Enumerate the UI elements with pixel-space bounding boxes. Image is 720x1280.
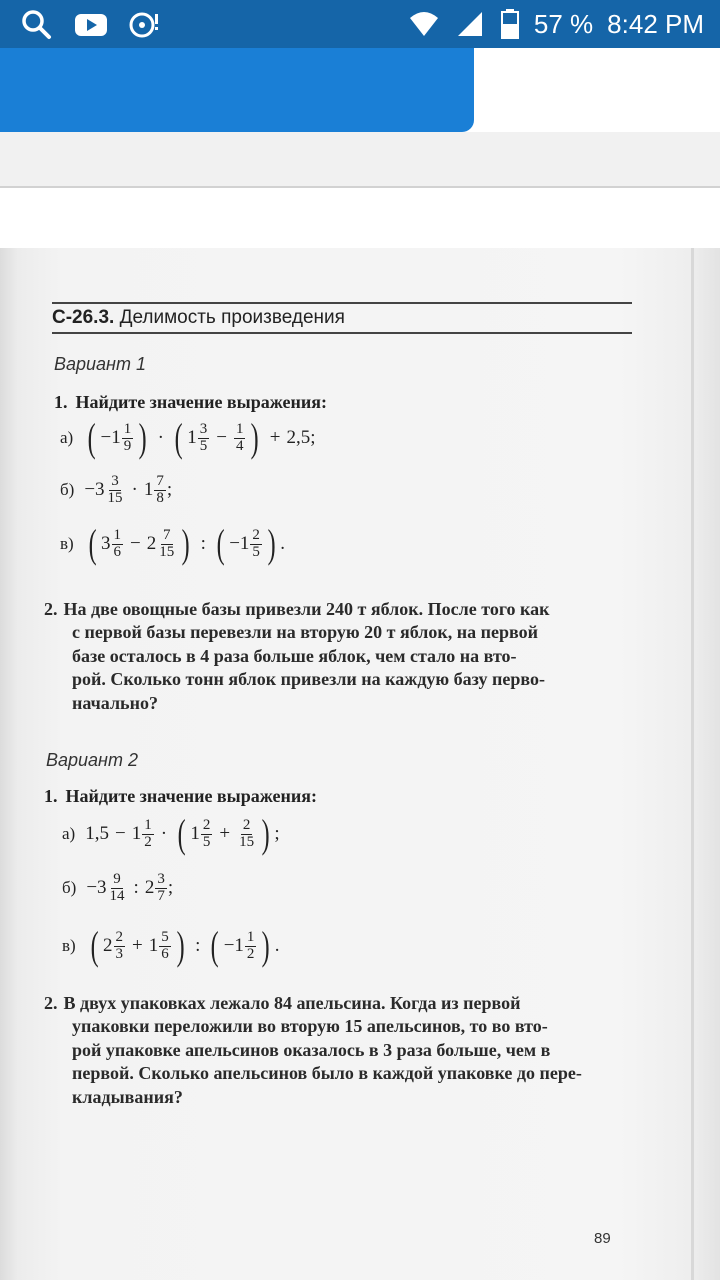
item-label: б)	[62, 878, 77, 898]
variant-1-task-1-title	[54, 392, 327, 413]
battery-percent: 57 %	[533, 8, 594, 39]
variant-2-task-2	[44, 992, 634, 1109]
text-line: В двух упаковках лежало 84 апельсина. Когда из первой	[63, 993, 521, 1013]
item-label: в)	[60, 534, 74, 553]
text-line: упаковки переложили во вторую 15 апельсинов, то во вто-	[72, 1016, 548, 1037]
text-line: рой упаковке апельсинов оказалось в 3 раза больше, чем в	[72, 1039, 551, 1060]
variant-1-task-2	[44, 598, 634, 715]
clock: 8:42 PM	[607, 8, 704, 39]
page-number: 89	[594, 1230, 611, 1247]
battery-icon	[500, 8, 520, 40]
youtube-icon	[74, 8, 106, 40]
app-toolbar-band	[0, 132, 720, 188]
task-number: 2.	[44, 599, 58, 619]
status-bar	[0, 0, 720, 48]
task-number: 2.	[44, 993, 58, 1013]
variant-2-expression-c: в) ( 2 $\frac{2}{3}$ + 1 $\frac{5}{6}$ ) : ( −1 $\frac{1}{2}$ ) .	[62, 923, 280, 968]
variant-1-expression-a: а) ( −1 $\frac{1}{9}$ ) · ( 1 $\frac{3}{5}$ − $\frac{1}{4}$ ) + 2,5;	[60, 415, 316, 460]
task-number: 1.	[44, 786, 58, 806]
text-line: рой. Сколько тонн яблок привезли на каждую базу перво-	[72, 669, 546, 690]
variant-1-expression-b: б) −3 $\frac{3}{15}$ · 1 $\frac{7}{8}$ ;	[60, 473, 173, 506]
section-code: С-26.3.	[52, 307, 115, 328]
wifi-icon	[408, 8, 440, 40]
task-text: Найдите значение выражения:	[65, 786, 317, 806]
variant-2-task-1-title	[44, 786, 317, 807]
item-label: в)	[62, 936, 76, 955]
search-icon[interactable]	[20, 8, 52, 40]
variant-2-expression-a: а) 1,5 − 1 $\frac{1}{2}$ · ( 1 $\frac{2}{5}$ + $\frac{2}{15}$ ) ;	[62, 811, 280, 856]
tool-icon	[128, 8, 160, 40]
text-line: На две овощные базы привезли 240 т яблок. После того как	[63, 599, 550, 619]
task-text: Найдите значение выражения:	[75, 392, 327, 412]
item-label: а)	[62, 824, 76, 843]
section-heading	[52, 302, 632, 334]
text-line: базе осталось в 4 раза больше яблок, чем стало на вто-	[72, 645, 517, 666]
signal-icon	[454, 8, 486, 40]
variant-1-title: Вариант 1	[54, 354, 146, 374]
text-line: с первой базы перевезли на вторую 20 т яблок, на первой	[72, 622, 538, 643]
item-label: а)	[60, 428, 74, 447]
task-number: 1.	[54, 392, 68, 412]
item-label: б)	[60, 480, 75, 500]
text-line: кладывания?	[72, 1086, 183, 1107]
text-line: первой. Сколько апельсинов было в каждой упаковке до пере-	[72, 1063, 582, 1084]
variant-1-expression-c: в) ( 3 $\frac{1}{6}$ − 2 $\frac{7}{15}$ ) : ( −1 $\frac{2}{5}$ ) .	[60, 521, 285, 566]
app-header-panel	[0, 48, 474, 132]
section-title: Делимость произведения	[119, 307, 345, 328]
text-line: начально?	[72, 692, 158, 713]
variant-2-expression-b: б) −3 $\frac{9}{14}$ : 2 $\frac{3}{7}$ ;	[62, 871, 174, 904]
worksheet-image[interactable]	[0, 248, 720, 1280]
variant-2-title: Вариант 2	[46, 750, 138, 770]
